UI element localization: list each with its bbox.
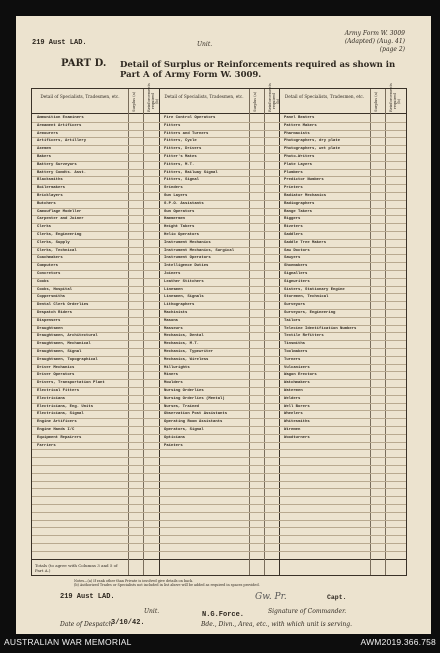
trade-entry: Draughtsmen, Topographical (37, 357, 98, 362)
trade-entry: Clerks (37, 225, 52, 230)
trade-entry: Engine Artificers (37, 420, 77, 425)
trade-entry: Despatch Riders (37, 311, 73, 315)
row-line (32, 379, 406, 380)
row-line (32, 286, 406, 287)
trade-entry: Nursing Orderlies (Mental) (164, 396, 225, 401)
trade-entry: Driver Operators (37, 373, 75, 378)
row-line (32, 278, 406, 279)
trade-entry: Draughtsmen (37, 326, 63, 331)
trade-entry: Wiremen (284, 428, 301, 432)
trade-entry: Bricklayers (37, 194, 63, 198)
column-header-detail: Detail of Specialists, Tradesmen, etc. (164, 94, 244, 99)
trade-entry: Gun Operators (164, 209, 195, 214)
trade-entry: Machinists (164, 311, 188, 315)
trade-entry: Opticians (164, 435, 186, 440)
row-line (32, 371, 406, 372)
trade-entry: Watchmakers (284, 381, 310, 386)
trade-entry: Fire Control Operators (164, 116, 216, 120)
row-line (32, 309, 406, 310)
row-line (32, 332, 406, 333)
row-line (32, 410, 406, 411)
totals-label: Totals (to agree with Columns 3 and 5 of Part A.) (35, 563, 118, 573)
trade-entry: Carpenter and Joiner (37, 217, 84, 222)
trade-entry: Radiographers (284, 201, 315, 206)
trade-entry: Cooks (37, 279, 49, 284)
row-line (32, 535, 406, 536)
trade-entry: Fitters, Signal (164, 178, 200, 183)
unit-bottom: 219 Aust LAD. (60, 593, 115, 601)
row-line (32, 481, 406, 482)
trade-entry: Boilermakers (37, 186, 66, 191)
trade-entry: Painters (164, 443, 183, 448)
trade-entry: Leather Stitchers (164, 279, 204, 284)
trade-entry: Millwrights (164, 365, 190, 370)
row-line (32, 364, 406, 365)
row-line (32, 457, 406, 458)
trade-entry: Operating Room Assistants (164, 420, 223, 425)
trade-entry: Masseurs (164, 326, 183, 331)
trade-entry: Hammermen (164, 217, 186, 222)
trade-entry: Panel Beaters (284, 116, 315, 120)
bde-label: Bde., Divn., Area, etc., with which unit is serving. (201, 621, 352, 628)
trade-entry: Surveyors, Engineering (284, 311, 336, 315)
row-line (32, 192, 406, 193)
trade-entry: Riggers (284, 217, 301, 222)
trade-entry: Engine Hands I/C (37, 428, 75, 432)
trade-entry: Butchers (37, 201, 56, 206)
trade-entry: Textile Refitters (284, 334, 324, 339)
trade-entry: Linesmen (164, 287, 183, 292)
trade-entry: Helio Operators (164, 233, 200, 237)
row-line (32, 527, 406, 528)
trade-entry: Nurses, Trained (164, 404, 200, 409)
trade-entry: Cooks, Hospital (37, 287, 73, 292)
trade-entry: Fitters, Railway Signal (164, 170, 218, 175)
form-sheet (16, 16, 431, 634)
trade-entry: Saddle Tree Makers (284, 240, 327, 245)
row-line (32, 434, 406, 435)
row-line (32, 348, 406, 349)
trade-entry: Tailors (284, 318, 301, 323)
trade-entry: Welders (284, 396, 301, 401)
trade-entry: Watermen (284, 389, 303, 393)
form-ref-line3: (page 2) (379, 46, 405, 53)
trade-entry: Battery Surveyors (37, 162, 77, 167)
trade-entry: G.P.O. Assistants (164, 201, 204, 206)
trade-entry: Gun Layers (164, 194, 188, 198)
row-line (32, 145, 406, 146)
trade-entry: Whitesmiths (284, 420, 310, 425)
trade-entry: Surveyors (284, 303, 306, 308)
trade-entry: Clerks, Engineering (37, 233, 82, 237)
trade-entry: Wheelers (284, 412, 303, 417)
trade-entry: Wagon Erectors (284, 373, 317, 378)
row-line (32, 153, 406, 154)
trade-entry: Lithographers (164, 303, 195, 308)
row-line (32, 504, 406, 505)
trade-entry: Signallers (284, 272, 308, 276)
row-line (32, 356, 406, 357)
trade-entry: Masons (164, 318, 179, 323)
trade-entry: Coppersmiths (37, 295, 66, 300)
trade-entry: Predictor Numbers (284, 178, 324, 183)
trade-entry: Radiator Mechanics (284, 194, 327, 198)
column-header-reinforcements: Reinforcements required (b) (389, 83, 401, 112)
footer-institution: AUSTRALIAN WAR MEMORIAL (4, 637, 132, 647)
row-line (32, 215, 406, 216)
totals-separator (32, 559, 406, 560)
signature-label: Signature of Commander. (268, 608, 347, 615)
row-line (32, 512, 406, 513)
row-line (32, 403, 406, 404)
trade-entry: Fitters, Drivers (164, 147, 202, 152)
trade-entry: Grinders (164, 186, 183, 191)
column-header-reinforcements: Reinforcements required (b) (147, 83, 159, 112)
trade-entry: Photo-Writers (284, 155, 315, 159)
trade-entry: Instrument Mechanics (164, 240, 211, 245)
column-header-surplus: Surplus (a) (132, 91, 136, 112)
trade-entry: Height Takers (164, 225, 195, 230)
trade-entry: Coachmakers (37, 256, 63, 261)
trade-entry: Tinsmiths (284, 342, 306, 347)
trade-entry: Battery Comdts. Asst. (37, 170, 87, 175)
row-line (32, 130, 406, 131)
row-line (32, 442, 406, 443)
trade-entry: Range Takers (284, 209, 313, 214)
trade-entry: Electricians (37, 396, 66, 401)
trade-entry: Driver Mechanics (37, 365, 75, 370)
trade-entry: Operators, Signal (164, 428, 204, 432)
row-line (32, 418, 406, 419)
form-ref-line2: (Adapted) (Aug. 41) (344, 38, 405, 45)
trade-entry: Electrical Fitters (37, 389, 80, 393)
row-line (32, 161, 406, 162)
footer-accession: AWM2019.366.758 (360, 637, 436, 647)
form-title: Detail of Surplus or Reinforcements required as shown in Part A of Army Form W. 3009. (120, 60, 396, 80)
trade-entry: Clerks, Technical (37, 248, 77, 253)
trade-entry: Signwriters (284, 279, 310, 284)
part-label: PART D. (61, 58, 107, 69)
trade-entry: Joiners (164, 272, 181, 276)
trade-entry: Pattern Makers (284, 123, 317, 128)
trade-entry: Fitters, Cycle (164, 139, 197, 144)
row-line (32, 176, 406, 177)
trade-entry: Camouflage Modeller (37, 209, 82, 214)
trade-entry: Fitters and Turners (164, 131, 209, 136)
despatch-date-value: 3/10/42. (111, 619, 145, 627)
trade-entry: Concretors (37, 272, 61, 276)
trade-entry: Printers (284, 186, 303, 191)
trade-entry: Well Borers (284, 404, 310, 409)
trade-entry: Dental Clerk Orderlies (37, 303, 89, 308)
trade-entry: Plumbers (284, 170, 303, 175)
row-line (32, 137, 406, 138)
trade-entry: Axemen (37, 147, 52, 152)
trade-entry: Farriers (37, 443, 56, 448)
commander-signature: Gw. Pr. (255, 592, 287, 602)
trade-entry: Toolmakers (284, 350, 308, 354)
trade-entry: Instrument Mechanics, Surgical (164, 248, 235, 253)
unit-label-bottom: Unit. (144, 608, 160, 615)
row-line (32, 387, 406, 388)
row-line (32, 496, 406, 497)
trade-entry: Blacksmiths (37, 178, 63, 183)
trade-entry: Sawyers (284, 256, 301, 261)
form-ref-line1: Army Form W. 3009 (344, 30, 405, 37)
trade-entry: Saw Doctors (284, 248, 310, 253)
column-header-reinforcements: Reinforcements required (b) (268, 83, 280, 112)
column-header-detail: Detail of Specialists, Tradesmen, etc. (284, 94, 365, 99)
trade-entry: Computers (37, 264, 59, 269)
row-line (32, 239, 406, 240)
trade-entry: Draughtsmen, Architectural (37, 334, 98, 339)
form-reference (345, 30, 405, 54)
trade-entry: Ammunition Examiners (37, 116, 84, 120)
column-header-detail: Detail of Specialists, Tradesmen, etc. (40, 94, 120, 99)
row-line (32, 223, 406, 224)
trade-entry: Telecine Identification Numbers (284, 326, 357, 331)
trade-entry: Intelligence Duties (164, 264, 209, 269)
column-header-surplus: Surplus (a) (253, 91, 257, 112)
trade-entry: Draughtsmen, Mechanical (37, 342, 91, 347)
trade-entry: Fitters, M.T. (164, 162, 195, 167)
notes (74, 579, 260, 587)
trade-entry: Photographers, dry plate (284, 139, 341, 144)
row-line (32, 184, 406, 185)
trade-entry: Miners (164, 373, 179, 378)
row-line (32, 262, 406, 263)
unit-label-top: Unit. (197, 41, 213, 48)
trade-entry: Electricians, Eng. Units (37, 404, 94, 409)
row-line (32, 169, 406, 170)
column-header-surplus: Surplus (a) (374, 91, 378, 112)
row-line (32, 473, 406, 474)
trade-entry: Mechanics, Dental (164, 334, 204, 339)
force-value: N.G.Force. (202, 611, 245, 619)
trade-entry: Mechanics, Wireless (164, 357, 209, 362)
trade-entry: Electricians, Signal (37, 412, 84, 417)
trade-entry: Fitter's Mates (164, 155, 197, 159)
row-line (32, 465, 406, 466)
trade-entry: Woodturners (284, 435, 310, 440)
trade-entry: Shoemakers (284, 264, 308, 269)
trade-entry: Clerks, Supply (37, 240, 70, 245)
trade-entry: Drivers, Transportation Plant (37, 381, 105, 386)
row-line (32, 208, 406, 209)
row-line (32, 520, 406, 521)
row-line (32, 325, 406, 326)
row-line (32, 488, 406, 489)
trade-entry: Armourers (37, 131, 59, 136)
row-line (32, 270, 406, 271)
row-line (32, 231, 406, 232)
trade-entry: Turners (284, 357, 301, 362)
trade-entry: Dispensers (37, 318, 61, 323)
row-line (32, 426, 406, 427)
row-line (32, 254, 406, 255)
header-separator (32, 113, 406, 114)
row-line (32, 449, 406, 450)
trade-entry: Riveters (284, 225, 303, 230)
unit-top: 219 Aust LAD. (32, 39, 87, 47)
row-line (32, 551, 406, 552)
trade-entry: Equipment Repairers (37, 435, 82, 440)
trade-entry: Linesmen, Signals (164, 295, 204, 300)
trade-entry: Photographers, wet plate (284, 147, 341, 152)
trade-entry: Instrument Operators (164, 256, 211, 261)
row-line (32, 200, 406, 201)
trade-entry: Saddlers (284, 233, 303, 237)
trade-entry: Mechanics, M.T. (164, 342, 200, 347)
trade-entry: Sisters, Stationary Engine (284, 287, 345, 292)
commander-rank: Capt. (327, 594, 347, 601)
trade-entry: Vulcanizers (284, 365, 310, 370)
trade-entry: Fitters (164, 123, 181, 128)
row-line (32, 317, 406, 318)
row-line (32, 293, 406, 294)
despatch-date-label: Date of Despatch (60, 621, 113, 628)
note-line1: Notes—(a) If rank other than Private is involved give details on back. (74, 579, 194, 583)
row-line (32, 395, 406, 396)
trade-entry: Draughtsmen, Signal (37, 350, 82, 354)
trade-entry: Nursing Orderlies (164, 389, 204, 393)
trade-entry: Artificers, Artillery (37, 139, 87, 144)
row-line (32, 543, 406, 544)
trade-entry: Observation Post Assistants (164, 412, 228, 417)
trade-entry: Mechanics, Typewriter (164, 350, 214, 354)
note-line2: (b) Authorized Trades or Specialists not included in list above will be added as required in spaces provided. (74, 583, 260, 588)
row-line (32, 301, 406, 302)
specialists-table (31, 83, 407, 576)
row-line (32, 340, 406, 341)
trade-entry: Moulders (164, 381, 183, 386)
trade-entry: Armament Artificers (37, 123, 82, 128)
trade-entry: Plate Layers (284, 162, 313, 167)
trade-entry: Storemen, Technical (284, 295, 329, 300)
trade-entry: Pharmacists (284, 131, 310, 136)
row-line (32, 122, 406, 123)
trade-entry: Bakers (37, 155, 52, 159)
row-line (32, 247, 406, 248)
